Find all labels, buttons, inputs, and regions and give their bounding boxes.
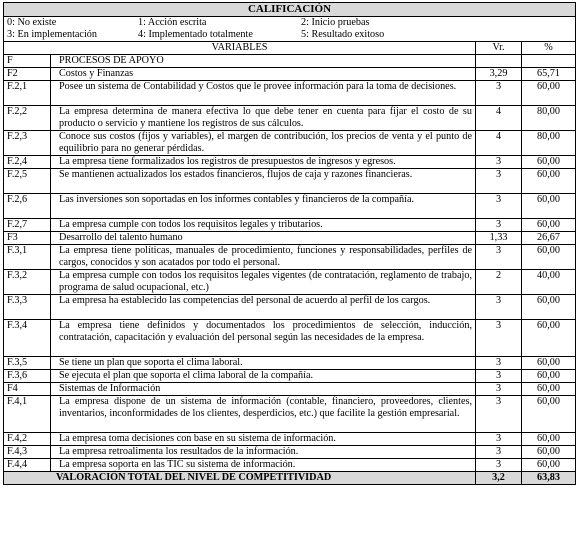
row-code: F.4,4 [4,459,51,472]
row-pct: 60,00 [522,295,576,320]
row-vr: 3 [476,383,522,396]
row-pct: 60,00 [522,194,576,219]
row-code: F.2,3 [4,131,51,156]
row-pct: 26,67 [522,232,576,245]
row-code: F.2,1 [4,81,51,106]
row-vr: 3 [476,459,522,472]
section-row [4,232,576,245]
row-vr: 4 [476,106,522,131]
row-text: La empresa ha establecido las competencias del personal de acuerdo al perfil de los cargos. [51,295,476,320]
row-text: La empresa retroalimenta los resultados de la información. [51,446,476,459]
row-code: F.2,2 [4,106,51,131]
row-pct: 60,00 [522,245,576,270]
section-row [4,68,576,81]
row-code: F.2,7 [4,219,51,232]
table-row [4,106,576,131]
legend [4,17,576,42]
table-row [4,357,576,370]
table-row [4,219,576,232]
row-text: Sistemas de Información [51,383,476,396]
legend-item: 4: Implementado totalmente [138,29,253,40]
legend-item: 5: Resultado exitoso [301,29,385,40]
legend-item: 0: No existe [7,17,57,28]
row-vr: 3 [476,320,522,357]
table-row [4,459,576,472]
rating-table [3,2,576,485]
rating-table-container [3,2,575,485]
row-text: La empresa dispone de un sistema de información (contable, financiero, proveedores, clientes, inventarios, inconformidades de los clientes, desperdicios, etc.) que facilite la gestión empresarial. [51,396,476,433]
row-code: F.3,4 [4,320,51,357]
row-code: F4 [4,383,51,396]
row-vr: 3,29 [476,68,522,81]
row-text: La empresa tiene políticas, manuales de procedimiento, funciones y responsabilidades, perfiles de cargos, conocidos y son acatados por todo el personal. [51,245,476,270]
row-vr: 3 [476,219,522,232]
row-code: F [4,55,51,68]
table-row [4,446,576,459]
row-text: PROCESOS DE APOYO [51,55,476,68]
table-row [4,194,576,219]
row-text: La empresa cumple con todos los requisitos legales vigentes (de contratación, reglamento de trabajo, programa de salud ocupacional, etc.) [51,270,476,295]
total-pct: 63,83 [522,472,576,485]
row-vr: 3 [476,446,522,459]
row-pct: 60,00 [522,446,576,459]
table-row [4,131,576,156]
row-text: La empresa toma decisiones con base en su sistema de información. [51,433,476,446]
row-pct: 60,00 [522,370,576,383]
row-text: La empresa determina de manera efectiva lo que debe tener en cuenta para fijar el costo de su producto o servicio y mantiene los registros de sus cálculos. [51,106,476,131]
row-vr: 3 [476,81,522,106]
row-text: La empresa tiene definidos y documentados los procedimientos de selección, inducción, contratación, capacitación y evaluación del personal según las necesidades de la empresa. [51,320,476,357]
row-text: La empresa cumple con todos los requisitos legales y tributarios. [51,219,476,232]
row-code: F.2,4 [4,156,51,169]
row-vr: 2 [476,270,522,295]
row-pct: 60,00 [522,433,576,446]
row-vr [476,55,522,68]
row-text: Posee un sistema de Contabilidad y Costos que le provee información para la toma de decisiones. [51,81,476,106]
table-row [4,320,576,357]
total-row [4,472,576,485]
row-vr: 4 [476,131,522,156]
row-pct: 60,00 [522,383,576,396]
row-vr: 1,33 [476,232,522,245]
row-code: F.3,6 [4,370,51,383]
row-pct: 80,00 [522,131,576,156]
total-vr: 3,2 [476,472,522,485]
row-text: Costos y Finanzas [51,68,476,81]
row-vr: 3 [476,156,522,169]
row-pct: 60,00 [522,219,576,232]
row-pct: 60,00 [522,396,576,433]
row-code: F.3,5 [4,357,51,370]
row-code: F.3,1 [4,245,51,270]
row-vr: 3 [476,295,522,320]
row-code: F.4,3 [4,446,51,459]
row-text: Desarrollo del talento humano [51,232,476,245]
row-pct: 60,00 [522,81,576,106]
row-code: F.4,1 [4,396,51,433]
row-code: F.4,2 [4,433,51,446]
row-vr: 3 [476,370,522,383]
row-pct: 65,71 [522,68,576,81]
row-code: F.3,2 [4,270,51,295]
section-row [4,383,576,396]
row-vr: 3 [476,245,522,270]
row-vr: 3 [476,169,522,194]
row-pct: 60,00 [522,156,576,169]
row-pct: 60,00 [522,459,576,472]
legend-item: 1: Acción escrita [138,17,207,28]
column-header-variables: VARIABLES [4,42,476,55]
row-text: Se ejecuta el plan que soporta el clima laboral de la compañía. [51,370,476,383]
row-text: Las inversiones son soportadas en los informes contables y financieros de la compañía. [51,194,476,219]
table-row [4,169,576,194]
table-row [4,370,576,383]
row-text: Conoce sus costos (fijos y variables), el margen de contribución, los precios de venta y el punto de equilibrio para no generar pérdidas. [51,131,476,156]
column-header-pct: % [522,42,576,55]
row-pct [522,55,576,68]
table-row [4,81,576,106]
row-text: La empresa tiene formalizados los registros de presupuestos de ingresos y egresos. [51,156,476,169]
row-pct: 80,00 [522,106,576,131]
row-text: Se tiene un plan que soporta el clima laboral. [51,357,476,370]
column-header-vr: Vr. [476,42,522,55]
row-code: F2 [4,68,51,81]
table-row [4,156,576,169]
row-code: F3 [4,232,51,245]
group-row [4,55,576,68]
row-code: F.2,5 [4,169,51,194]
row-vr: 3 [476,194,522,219]
total-label: VALORACIÓN TOTAL DEL NIVEL DE COMPETITIVIDAD [4,472,476,485]
legend-item: 2: Inicio pruebas [301,17,370,28]
row-text: La empresa soporta en las TIC su sistema de información. [51,459,476,472]
row-vr: 3 [476,433,522,446]
legend-item: 3: En implementación [7,29,97,40]
row-code: F.3,3 [4,295,51,320]
row-code: F.2,6 [4,194,51,219]
row-vr: 3 [476,396,522,433]
table-row [4,295,576,320]
row-pct: 60,00 [522,320,576,357]
row-text: Se mantienen actualizados los estados financieros, flujos de caja y razones financieras. [51,169,476,194]
table-row [4,270,576,295]
row-pct: 40,00 [522,270,576,295]
row-pct: 60,00 [522,169,576,194]
row-pct: 60,00 [522,357,576,370]
row-vr: 3 [476,357,522,370]
table-title: CALIFICACIÓN [4,3,576,17]
table-row [4,433,576,446]
table-row [4,245,576,270]
table-row [4,396,576,433]
